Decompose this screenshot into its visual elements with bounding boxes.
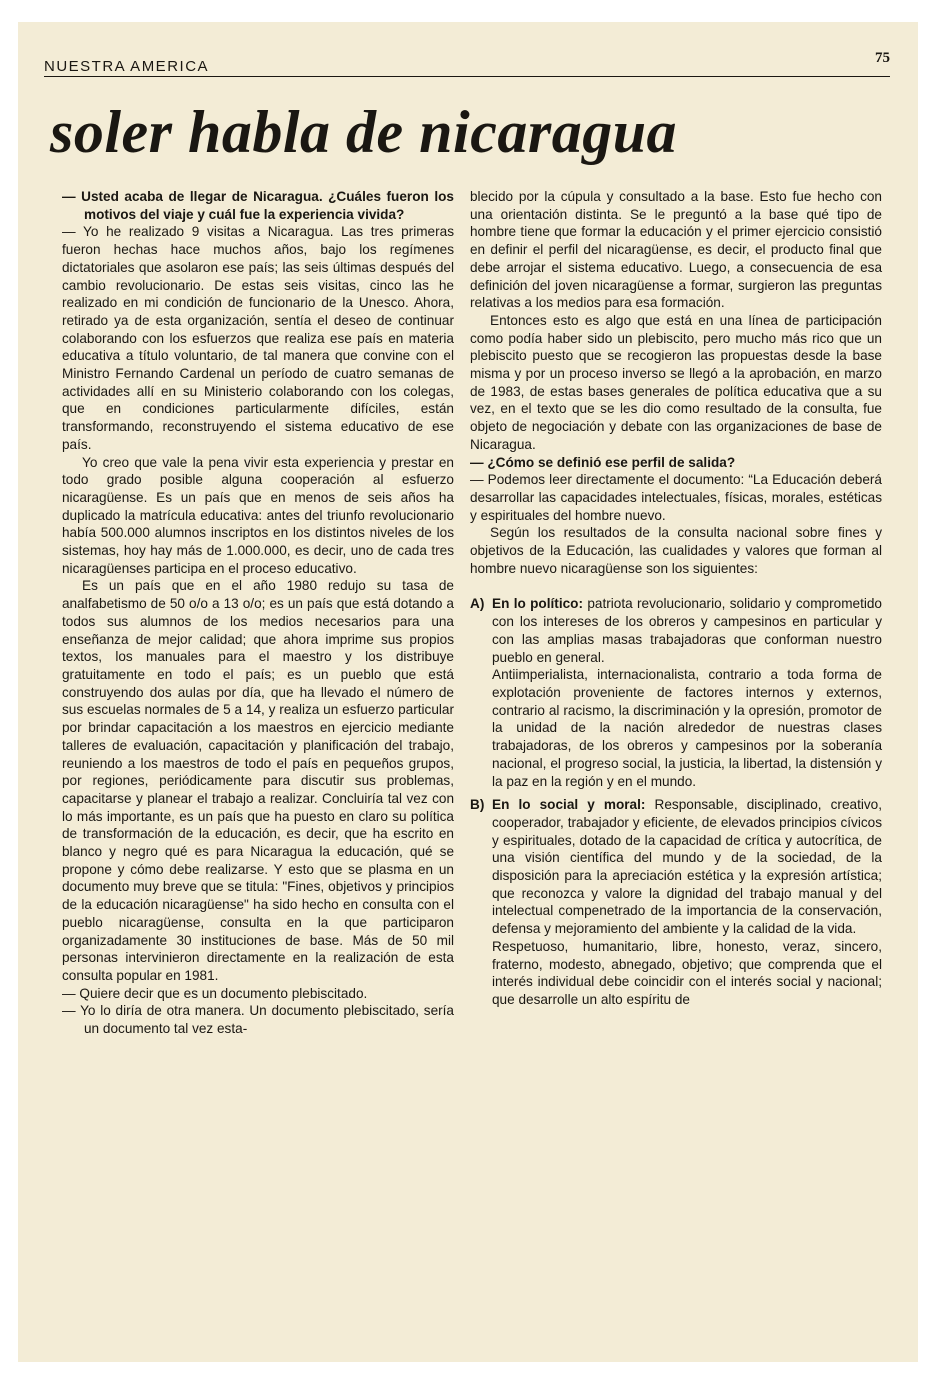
question-2: — Quiere decir que es un documento plebiscitado. [62,985,368,1001]
list-item-social-moral-lead: En lo social y moral: [492,797,646,813]
list-item-political-lead: En lo político: [492,596,583,612]
right-column [470,188,882,1009]
list-item-political-text [492,595,882,666]
list-letter-b: B) [470,797,485,813]
magazine-page [18,22,918,1362]
left-column [62,188,454,1038]
answer-1-paragraph-1: — Yo he realizado 9 visitas a Nicaragua. Las tres primeras fueron hechas hace muchos años, bajo los regímenes dictatoriales que asolaron ese país; las seis últimas después del cambio revolucionario. De estas seis visitas, cinco las he realizado en mi condición de funcionario de la Unesco. Ahora, retirado ya de esta organización, sentía el deseo de continuar colaborando con los esfuerzos que realiza ese país en materia educativa a título voluntario, de tal manera que convine con el Ministro Fernando Cardenal un período de cuatro semanas de actividades allí en su Ministerio colaborando con los colegas, que en condiciones particularmente difíciles, están transformando, reconstruyendo el sistema educativo de ese país. [62,224,454,452]
question-3: — ¿Cómo se definió ese perfil de salida? [470,454,736,470]
list-item-political [470,595,882,790]
answer-2-continued: blecido por la cúpula y consultado a la base. Esto fue hecho con una orientación distinta. Se le preguntó a la base qué tipo de hombre tiene que formar la educación y el primer ejercicio consistió en definir el perfil del nicaragüense, es decir, el producto final que debe arrojar el sistema educativo. Luego, a consecuencia de esa definición del joven nicaragüense a formar, surgieron las preguntas relativas a los medios para esa formación. [470,189,882,311]
answer-1-paragraph-3: Es un país que en el año 1980 redujo su tasa de analfabetismo de 50 o/o a 13 o/o; es un país que está dotando a todos sus alumnos de los medios necesarios para una enseñanza de mejor calidad; que ahora imprime sus propios textos, los manuales para el maestro y los distribuye gratuitamente en todo el país; es un pueblo que está construyendo dos aulas por día, que ha llevado el número de sus escuelas normales de 5 a 14, y realiza un esfuerzo particular por brindar capacitación a los maestros en ejercicio mediante talleres de evaluación, capacitación y planificación del trabajo, reuniendo a los maestros de todo el país en pequeños grupos, por regiones, periódicamente para discutir sus problemas, capacitarse y planear el trabajo a realizar. Concluiría tal vez con lo más importante, es un país que ha puesto en claro su política de transformación de la educación, es decir, que ha escrito en blanco y negro qué es para Nicaragua la educación, qué se propone y cómo debe realizarse. Y esto que se plasma en un documento muy breve que se titula: "Fines, objetivos y principios de la educación nicaragüense" ha sido hecho en consulta con el pueblo nicaragüense, consulta en la que participaron organizadamente 30 instituciones de base. Más de 50 mil personas intervinieron directamente en la realización de esta consulta popular en 1981. [62,578,454,983]
answer-2-start: — Yo lo diría de otra manera. Un documento plebiscitado, sería un documento tal vez esta- [62,1003,454,1037]
answer-2-paragraph-2: Entonces esto es algo que está en una línea de participación como podía haber sido un plebiscito, pero mucho más rico que un plebiscito puesto que se recogieron las propuestas desde la base misma y por un proceso inverso se llegó a la aprobación, en marzo de 1983, de estas bases generales de política educativa que a su vez, en el texto que se les dio como resultado de la consulta, fue objeto de negociación y debate con las organizaciones de base de Nicaragua. [470,312,882,452]
page-number: 75 [875,50,890,66]
list-item-political-body: patriota revolucionario, solidario y comprometido con los intereses de los obreros y campesinos en particular y con las amplias masas trabajadoras que conforman nuestro pueblo en general. [492,596,882,665]
answer-3-paragraph-2: Según los resultados de la consulta nacional sobre fines y objetivos de la Educación, las cualidades y valores que forman al hombre nuevo nicaragüense son los siguientes: [470,525,882,576]
answer-3-paragraph-1: — Podemos leer directamente el documento: “La Educación deberá desarrollar las capacidades intelectuales, físicas, morales, estéticas y espirituales del hombre nuevo. [470,472,882,523]
list-letter-a: A) [470,596,485,612]
answer-1-paragraph-2: Yo creo que vale la pena vivir esta experiencia y prestar en todo grado posible alguna cooperación al esfuerzo nicaragüense. Es un país que en menos de seis años ha duplicado la matrícula educativa: antes del triunfo revolucionario había 500.000 alumnos inscriptos en los distintos niveles de los sistemas, hoy hay más de 1.000.000, es decir, uno de cada tres nicaragüenses participa en el proceso educativo. [62,454,454,576]
list-item-social-moral-text [492,796,882,938]
article-title: soler habla de nicaragua [50,99,678,165]
header-rule [44,76,890,77]
list-item-political-text-2: Antiimperialista, internacionalista, contrario a toda forma de explotación proveniente de factores internos y externos, contrario al racismo, la discriminación y la opresión, promotor de la unidad de la nación alrededor de nuestras clases trabajadoras, de los obreros y campesinos por la soberanía nacional, el progreso social, la justicia, la libertad, la distensión y la paz en la región y en el mundo. [492,667,882,789]
running-header [44,50,890,80]
question-1: — Usted acaba de llegar de Nicaragua. ¿Cuáles fueron los motivos del viaje y cuál fue la experiencia vivida? [62,189,454,222]
list-item-social-moral [470,796,882,1008]
list-item-social-moral-text-2: Respetuoso, humanitario, libre, honesto, veraz, sincero, fraterno, modesto, abnegado, objetivo; que comprenda que el interés individual debe coincidir con el interés social y nacional; que desarrolle un alto espíritu de [492,938,882,1007]
section-name: NUESTRA AMERICA [44,58,210,75]
list-item-social-moral-body: Responsable, disciplinado, creativo, cooperador, trabajador y eficiente, de elevados principios cívicos y espirituales, dotado de la capacidad de crítica y autocrítica, de una visión científica del mundo y de la sociedad, de la disposición para la apreciación estética y la expresión artística; que reconozca y valore la dignidad del trabajo manual y del intelectual compenetrado de la importancia de la conservación, defensa y mejoramiento del ambiente y la calidad de la vida. [492,797,883,937]
